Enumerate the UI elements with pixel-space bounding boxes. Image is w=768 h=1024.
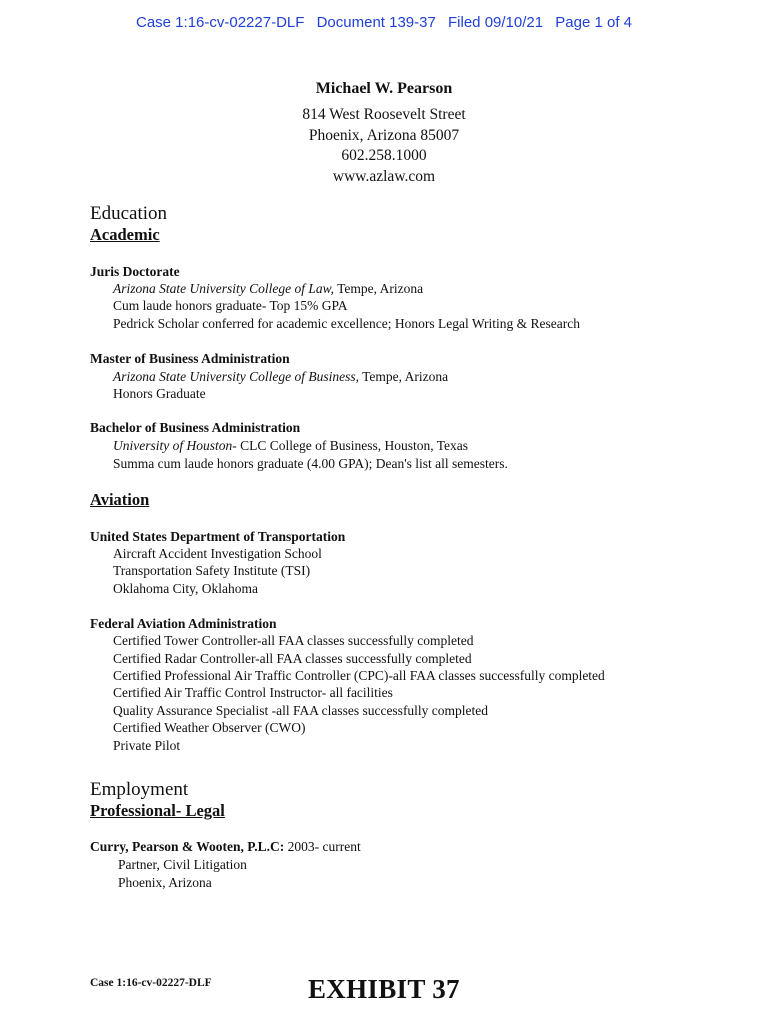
school-name: Arizona State University College of Law, bbox=[113, 281, 334, 296]
degree-detail: Pedrick Scholar conferred for academic excellence; Honors Legal Writing & Research bbox=[113, 316, 581, 331]
org-detail: Certified Radar Controller-all FAA classes successfully completed bbox=[113, 651, 472, 666]
org-detail: Quality Assurance Specialist -all FAA classes successfully completed bbox=[113, 703, 489, 718]
org-detail: Certified Weather Observer (CWO) bbox=[113, 720, 306, 735]
org-detail: Private Pilot bbox=[113, 738, 181, 753]
school-location: Tempe, Arizona bbox=[333, 281, 424, 296]
court-filing-stamp bbox=[0, 14, 768, 31]
org-title: United States Department of Transportation bbox=[90, 529, 346, 544]
degree-title: Bachelor of Business Administration bbox=[90, 420, 301, 435]
professional-legal-heading: Professional- Legal bbox=[90, 801, 225, 820]
degree-detail: Cum laude honors graduate- Top 15% GPA bbox=[113, 298, 348, 313]
degree-title: Master of Business Administration bbox=[90, 351, 290, 366]
phone-number: 602.258.1000 bbox=[341, 147, 427, 164]
exhibit-label: EXHIBIT 37 bbox=[308, 974, 460, 1004]
job-dates: 2003- current bbox=[284, 839, 361, 854]
degree-detail: Honors Graduate bbox=[113, 386, 206, 401]
website: www.azlaw.com bbox=[332, 167, 436, 185]
stamp-case: Case 1:16-cv-02227-DLF bbox=[136, 14, 305, 31]
school-location: - CLC College of Business, Houston, Texas bbox=[232, 438, 469, 453]
person-name: Michael W. Pearson bbox=[315, 80, 453, 97]
stamp-document: Document 139-37 bbox=[316, 14, 436, 31]
aviation-heading: Aviation bbox=[90, 490, 150, 509]
org-detail: Certified Air Traffic Control Instructor- all facilities bbox=[113, 685, 393, 700]
employment-heading: Employment bbox=[90, 779, 189, 800]
degree-school-line bbox=[113, 437, 468, 455]
stamp-filed: Filed 09/10/21 bbox=[448, 14, 544, 31]
firm-name: Curry, Pearson & Wooten, P.L.C: bbox=[90, 839, 285, 854]
degree-school-line bbox=[113, 280, 423, 298]
street-address: 814 West Roosevelt Street bbox=[302, 106, 466, 123]
education-heading: Education bbox=[90, 203, 168, 224]
footer-case-number: Case 1:16-cv-02227-DLF bbox=[90, 977, 212, 989]
city-address: Phoenix, Arizona 85007 bbox=[308, 126, 460, 144]
org-detail: Certified Tower Controller-all FAA classes successfully completed bbox=[113, 633, 474, 648]
job-detail: Phoenix, Arizona bbox=[118, 875, 212, 890]
school-location: Tempe, Arizona bbox=[358, 369, 449, 384]
org-detail: Certified Professional Air Traffic Controller (CPC)-all FAA classes successfully completed bbox=[113, 668, 605, 683]
job-detail: Partner, Civil Litigation bbox=[118, 857, 247, 872]
school-name: Arizona State University College of Business, bbox=[113, 369, 359, 384]
org-detail: Transportation Safety Institute (TSI) bbox=[113, 563, 311, 578]
org-title: Federal Aviation Administration bbox=[90, 616, 277, 631]
degree-title: Juris Doctorate bbox=[90, 264, 180, 279]
degree-detail: Summa cum laude honors graduate (4.00 GPA); Dean's list all semesters. bbox=[113, 456, 508, 471]
job-line bbox=[90, 838, 361, 856]
contact-block bbox=[0, 79, 768, 187]
degree-school-line bbox=[113, 368, 448, 386]
org-detail: Aircraft Accident Investigation School bbox=[113, 546, 322, 561]
school-name: University of Houston bbox=[113, 438, 233, 453]
academic-heading: Academic bbox=[90, 225, 160, 244]
stamp-page: Page 1 of 4 bbox=[555, 14, 632, 31]
org-detail: Oklahoma City, Oklahoma bbox=[113, 581, 258, 596]
